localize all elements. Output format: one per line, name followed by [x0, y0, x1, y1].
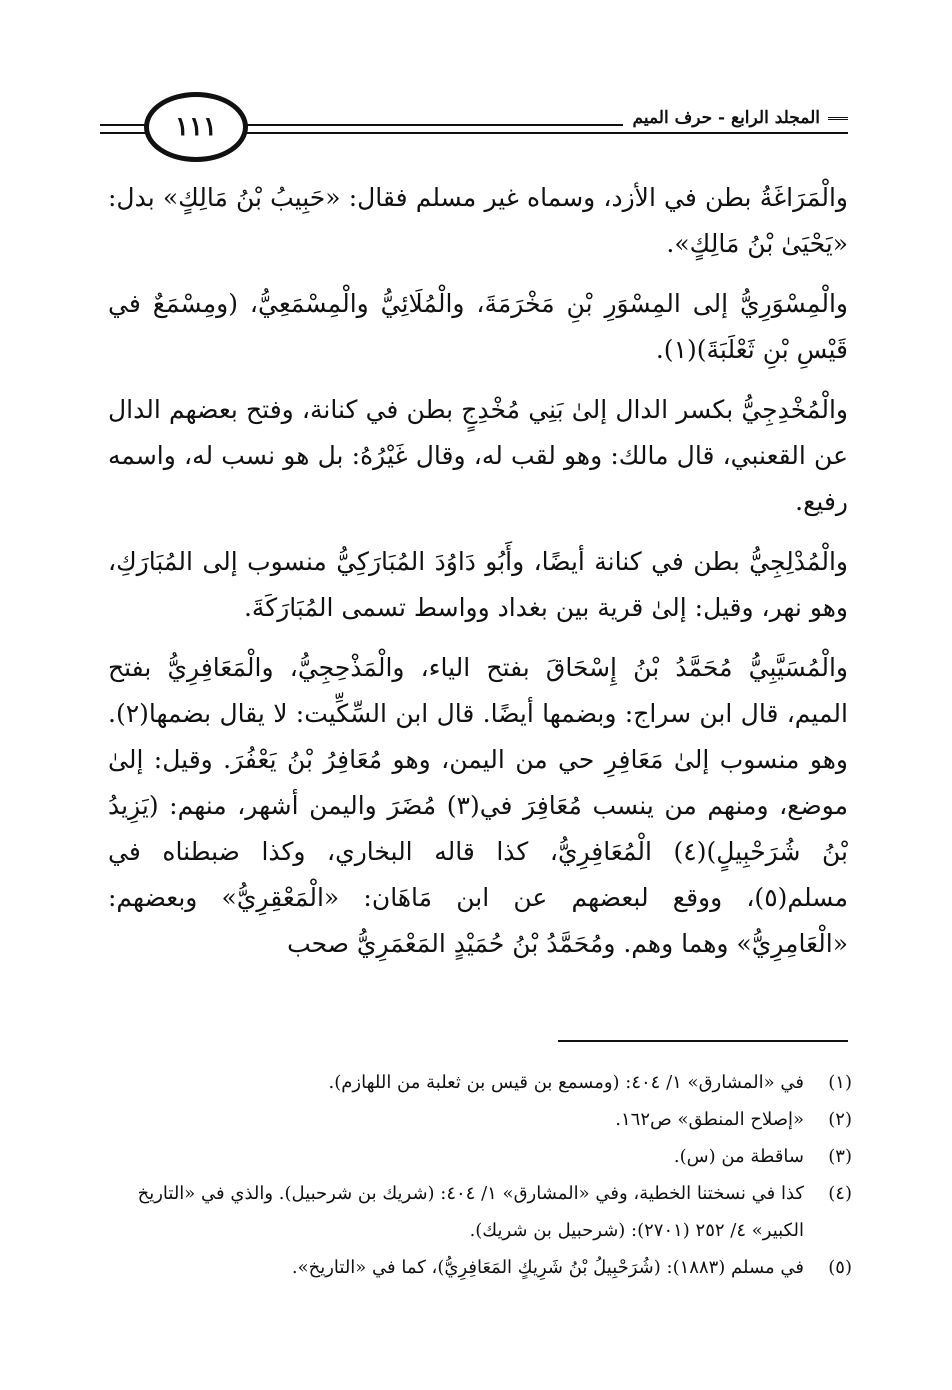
footnote — [107, 1064, 852, 1101]
footnote-text: «إصلاح المنطق» ص١٦٢. — [615, 1109, 804, 1130]
footnote-number: (٢) — [828, 1109, 852, 1130]
footnote — [107, 1101, 852, 1138]
footnote-number: (٤) — [828, 1183, 852, 1204]
footnote — [107, 1249, 852, 1286]
footnote-number: (٥) — [828, 1257, 852, 1278]
footnote-number: (١) — [828, 1072, 852, 1093]
paragraph: والْمِسْوَرِيُّ إلى المِسْوَرِ بْنِ مَخْرَمَةَ، والْمُلَائِيُّ والْمِسْمَعِيُّ، (ومِسْمَعٌ في قَيْسِ بْنِ ثَعْلَبَةَ)(١). — [108, 289, 848, 364]
footnote-text: كذا في نسختنا الخطية، وفي «المشارق» ١/ ٤٠٤: (شريك بن شرحبيل). والذي في «التاريخ الكبير» ٤/ ٢٥٢ (٢٧٠١): (شرحبيل بن شريك). — [137, 1183, 804, 1241]
title-dash — [828, 117, 848, 120]
footnotes — [107, 1064, 852, 1286]
paragraph: والْمُدْلِجِيُّ بطن في كنانة أيضًا، وأَبُو دَاوُدَ المُبَارَكِيُّ منسوب إلى المُبَارَكِ، وهو نهر، وقيل: إلىٰ قرية بين بغداد وواسط تسمى المُبَارَكَةَ. — [108, 547, 848, 622]
footnote-text: ساقطة من (س). — [673, 1146, 804, 1167]
paragraph: والْمَرَاغَةُ بطن في الأزد، وسماه غير مسلم فقال: «حَبِيبُ بْنُ مَالِكٍ» بدل: «يَحْيَىٰ بْنُ مَالِكٍ». — [108, 183, 848, 258]
running-title-text: المجلد الرابع - حرف الميم — [632, 108, 820, 128]
page-header — [100, 78, 848, 178]
main-text — [108, 175, 848, 981]
footnote — [107, 1175, 852, 1249]
paragraph: والْمُخْدِجِيُّ بكسر الدال إلىٰ بَنِي مُخْدِجٍ بطن في كنانة، وفتح بعضهم الدال عن القعنبي، قال مالك: وهو لقب له، وقال غَيْرُهُ: بل هو نسب له، واسمه رفيع. — [108, 395, 848, 516]
footnote — [107, 1138, 852, 1175]
footnote-text: في «المشارق» ١/ ٤٠٤: (ومسمع بن قيس بن ثعلبة من اللهازم). — [328, 1072, 804, 1093]
footnote-number: (٣) — [828, 1146, 852, 1167]
paragraph: والْمُسَيَّبِيُّ مُحَمَّدُ بْنُ إِسْحَاقَ بفتح الياء، والْمَذْحِجِيُّ، والْمَعَافِرِيُّ بفتح الميم، قال ابن سراج: وبضمها أيضًا. قال ابن السِّكِّيت: لا يقال بضمها(٢). وهو منسوب إلىٰ مَعَافِرِ حي من اليمن، وهو مُعَافِرُ بْنُ يَعْفُرَ. وقيل: إلىٰ موضع، ومنهم من ينسب مُعَافِرَ في(٣) مُضَرَ واليمن أشهر، منهم: (يَزِيدُ بْنُ شُرَحْبِيلٍ)(٤) الْمُعَافِرِيُّ، كذا قاله البخاري، وكذا ضبطناه في مسلم(٥)، ووقع لبعضهم عن ابن مَاهَان: «الْمَعْقِرِيُّ» وبعضهم: «الْعَامِرِيُّ» وهما وهم. ومُحَمَّدُ بْنُ حُمَيْدٍ المَعْمَرِيُّ صحب — [108, 653, 848, 958]
footnote-text: في مسلم (١٨٨٣): (شُرَحْبِيلُ بْنُ شَرِيكٍ المَعَافِرِيُّ)، كما في «التاريخ». — [291, 1257, 804, 1278]
page-number-oval — [144, 92, 248, 162]
running-title — [623, 108, 848, 128]
page-number: ١١١ — [175, 112, 217, 142]
footnote-separator — [558, 1040, 848, 1042]
